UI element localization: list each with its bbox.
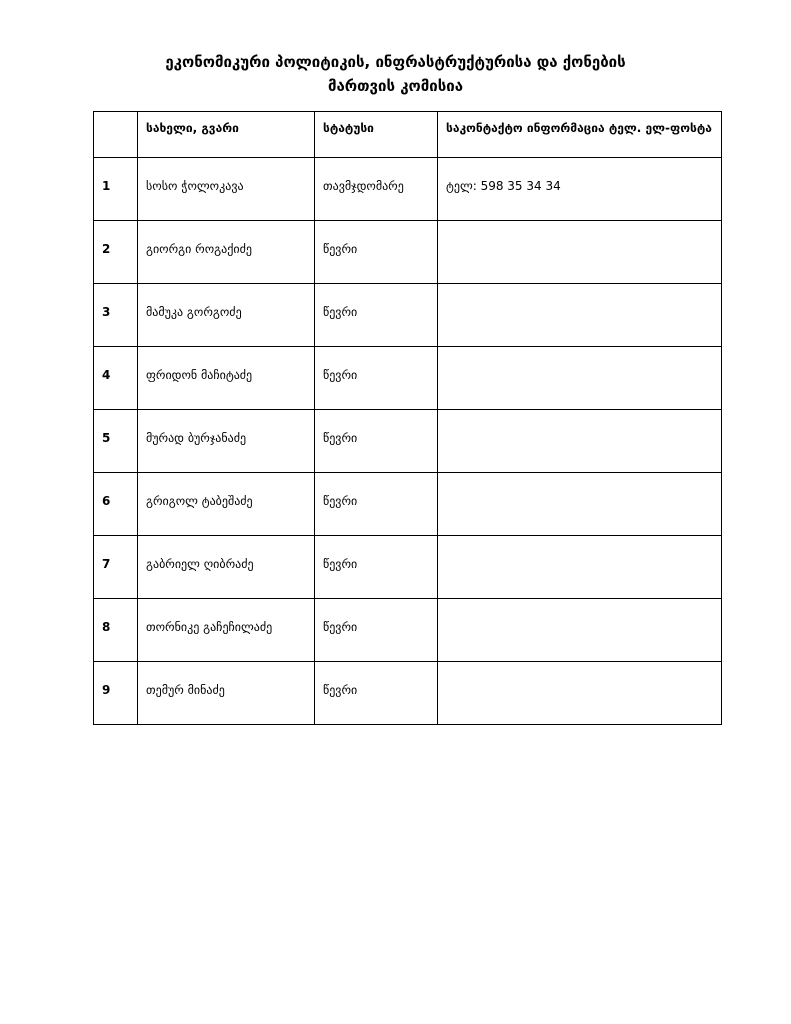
table-row <box>94 536 722 599</box>
member-contact <box>438 473 722 536</box>
row-number: 4 <box>94 347 138 410</box>
member-name: გრიგოლ ტაბეშაძე <box>138 473 315 536</box>
member-name: გიორგი როგაქიძე <box>138 221 315 284</box>
member-name: თემურ მინაძე <box>138 662 315 725</box>
table-row <box>94 410 722 473</box>
table-row <box>94 284 722 347</box>
member-status: წევრი <box>315 284 438 347</box>
row-number: 3 <box>94 284 138 347</box>
table-row <box>94 473 722 536</box>
row-number: 9 <box>94 662 138 725</box>
row-number: 2 <box>94 221 138 284</box>
title-line-1: ეკონომიკური პოლიტიკის, ინფრასტრუქტურისა და ქონების <box>165 53 626 71</box>
table-header-row <box>94 112 722 158</box>
member-status: წევრი <box>315 221 438 284</box>
header-number <box>94 112 138 158</box>
members-table <box>93 111 722 725</box>
member-status: წევრი <box>315 536 438 599</box>
row-number: 7 <box>94 536 138 599</box>
member-status: წევრი <box>315 662 438 725</box>
member-status: წევრი <box>315 410 438 473</box>
member-name: მამუკა გორგოძე <box>138 284 315 347</box>
member-contact <box>438 410 722 473</box>
table-row <box>94 158 722 221</box>
member-contact <box>438 662 722 725</box>
member-status: თავმჯდომარე <box>315 158 438 221</box>
document-title <box>0 50 791 98</box>
member-name: მურად ბურჯანაძე <box>138 410 315 473</box>
member-contact: ტელ: 598 35 34 34 <box>438 158 722 221</box>
row-number: 8 <box>94 599 138 662</box>
table-row <box>94 221 722 284</box>
member-name: გაბრიელ ღიბრაძე <box>138 536 315 599</box>
member-status: წევრი <box>315 347 438 410</box>
member-contact <box>438 347 722 410</box>
table-row <box>94 347 722 410</box>
member-contact <box>438 221 722 284</box>
table-row <box>94 662 722 725</box>
member-name: ფრიდონ მაჩიტაძე <box>138 347 315 410</box>
member-name: სოსო ჭოლოკავა <box>138 158 315 221</box>
member-status: წევრი <box>315 473 438 536</box>
row-number: 6 <box>94 473 138 536</box>
member-contact <box>438 599 722 662</box>
member-contact <box>438 284 722 347</box>
member-status: წევრი <box>315 599 438 662</box>
member-contact <box>438 536 722 599</box>
row-number: 1 <box>94 158 138 221</box>
row-number: 5 <box>94 410 138 473</box>
table-row <box>94 599 722 662</box>
member-name: თორნიკე გაჩეჩილაძე <box>138 599 315 662</box>
title-line-2: მართვის კომისია <box>327 77 464 95</box>
header-contact: საკონტაქტო ინფორმაცია ტელ. ელ-ფოსტა <box>438 112 722 158</box>
header-status: სტატუსი <box>315 112 438 158</box>
header-name: სახელი, გვარი <box>138 112 315 158</box>
